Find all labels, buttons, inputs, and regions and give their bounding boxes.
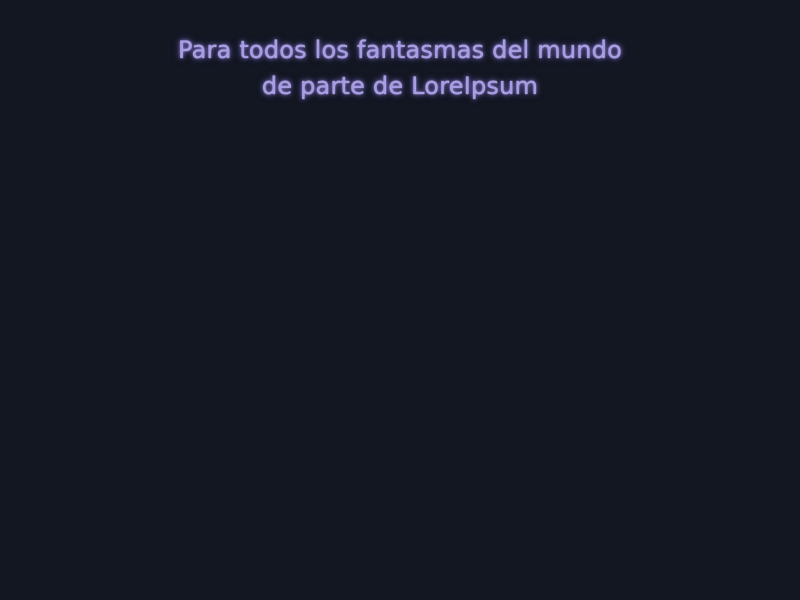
dedication-line-2: de parte de LoreIpsum xyxy=(261,72,539,100)
dedication-message xyxy=(0,32,800,104)
dedication-line-1: Para todos los fantasmas del mundo xyxy=(178,36,622,64)
